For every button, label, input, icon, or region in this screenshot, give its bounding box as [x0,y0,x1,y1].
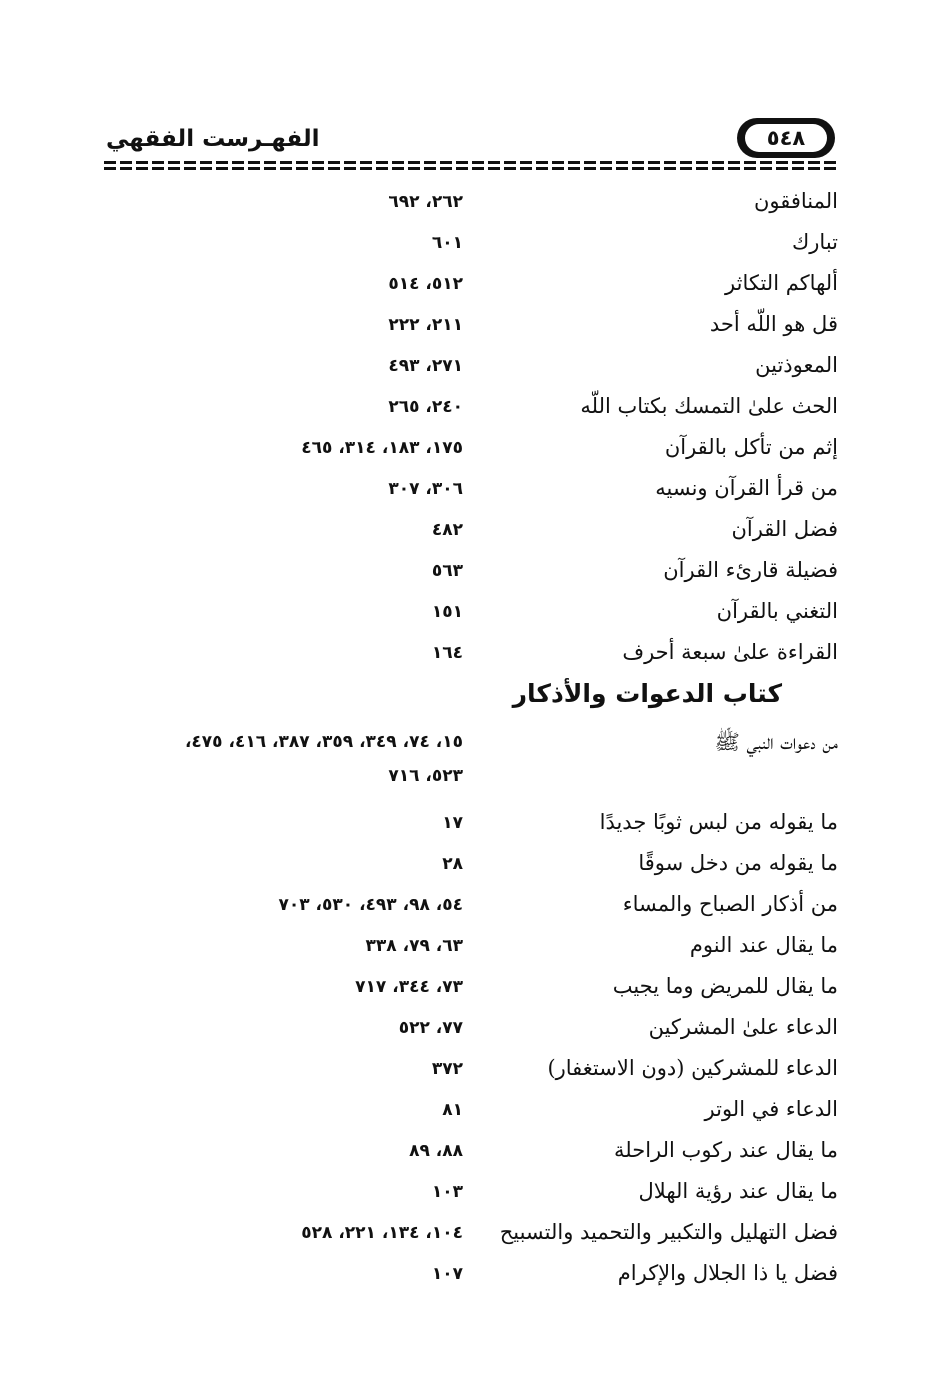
entry-topic: الدعاء للمشركين (دون الاستغفار) [547,1056,838,1080]
entry-pages-continued: ٥٢٣، ٧١٦ [388,766,463,786]
index-entry [100,968,840,1009]
entry-pages: ٦٠١ [431,233,463,253]
section-heading-row [100,675,840,723]
index-entry [100,388,840,429]
entry-pages: ٨١ [442,1100,463,1120]
entry-pages: ٥٦٣ [431,561,463,581]
running-title: الفهـرست الفقهي [106,126,320,152]
header-divider [104,161,840,171]
entry-topic: ما يقال عند رؤية الهلال [638,1179,838,1203]
entry-pages: ٤٨٢ [431,520,463,540]
entry-topic: الحث علىٰ التمسك بكتاب اللّه [580,394,838,418]
entry-topic: إثم من تأكل بالقرآن [664,435,838,459]
entry-pages: ٦٣، ٧٩، ٣٣٨ [365,936,463,956]
entry-pages: ١٥١ [431,602,463,622]
index-entry [100,511,840,552]
entry-topic: ما يقوله من دخل سوقًا [638,851,838,875]
entry-topic: ما يقال عند النوم [689,933,838,957]
entry-topic: الدعاء في الوتر [704,1097,838,1121]
entry-pages: ٢٨ [442,854,463,874]
entry-pages: ٥١٢، ٥١٤ [388,274,463,294]
entry-topic: الدعاء علىٰ المشركين [648,1015,838,1039]
index-list-adhkar [100,804,840,1296]
entry-topic: من أذكار الصباح والمساء [622,892,838,916]
index-entry [100,634,840,675]
entry-pages: ٥٤، ٩٨، ٤٩٣، ٥٣٠، ٧٠٣ [278,895,463,915]
entry-topic: المعوذتين [755,353,838,377]
index-entry [100,470,840,511]
entry-pages: ٧٧، ٥٢٢ [398,1018,463,1038]
index-entry [100,183,840,224]
index-entry [100,886,840,927]
entry-topic: ما يقال عند ركوب الراحلة [614,1138,838,1162]
entry-pages: ١٥، ٧٤، ٣٤٩، ٣٥٩، ٣٨٧، ٤١٦، ٤٧٥، [184,732,463,752]
index-entry [100,1173,840,1214]
entry-pages: ١٠٤، ١٣٤، ٢٢١، ٥٢٨ [301,1223,463,1243]
index-entry [100,593,840,634]
entry-pages: ١٧٥، ١٨٣، ٣١٤، ٤٦٥ [301,438,463,458]
index-entry [100,1214,840,1255]
entry-topic: فضل يا ذا الجلال والإكرام [617,1261,838,1285]
page-number-badge [737,118,835,158]
index-entry [100,1091,840,1132]
index-entry [100,1132,840,1173]
entry-pages: ٢٦٢، ٦٩٢ [388,192,463,212]
entry-pages: ١٠٧ [431,1264,463,1284]
entry-topic: ألهاكم التكاثر [725,271,838,295]
entry-topic: من دعوات النبي ﷺ [714,730,838,754]
entry-topic: قل هو اللّه أحد [709,312,838,336]
entry-topic: التغني بالقرآن [716,599,838,623]
page-header [100,118,845,162]
entry-pages: ١٦٤ [431,643,463,663]
index-list-quran [100,183,840,675]
page-number: ٥٤٨ [745,124,827,152]
index-entry [100,723,840,764]
entry-topic: القراءة علىٰ سبعة أحرف [622,640,838,664]
index-entry [100,429,840,470]
entry-topic: فضيلة قارئء القرآن [663,558,838,582]
entry-pages: ٣٧٢ [431,1059,463,1079]
entry-pages: ٨٨، ٨٩ [409,1141,463,1161]
entry-pages: ٣٠٦، ٣٠٧ [388,479,463,499]
entry-topic: فضل التهليل والتكبير والتحميد والتسبيح [499,1220,838,1244]
entry-topic: ما يقوله من لبس ثوبًا جديدًا [599,810,838,834]
section-title: كتاب الدعوات والأذكار [512,679,782,708]
entry-topic: فضل القرآن [731,517,838,541]
index-entry [100,804,840,845]
index-content [100,183,840,1296]
entry-pages: ٢١١، ٢٢٢ [388,315,463,335]
index-entry [100,306,840,347]
index-entry [100,927,840,968]
entry-pages: ١٧ [442,813,463,833]
entry-topic: ما يقال للمريض وما يجيب [612,974,838,998]
entry-pages: ١٠٣ [431,1182,463,1202]
index-entry [100,1009,840,1050]
entry-pages: ٢٤٠، ٢٦٥ [388,397,463,417]
index-entry [100,224,840,265]
entry-topic: المنافقون [753,189,838,213]
entry-pages: ٧٣، ٣٤٤، ٧١٧ [355,977,463,997]
index-entry [100,845,840,886]
entry-topic: تبارك [791,230,838,254]
entry-topic: من قرأ القرآن ونسيه [655,476,838,500]
index-entry-continuation [100,764,840,804]
index-entry [100,265,840,306]
index-entry [100,1050,840,1091]
index-entry [100,1255,840,1296]
index-entry [100,347,840,388]
index-entry [100,552,840,593]
entry-pages: ٢٧١، ٤٩٣ [388,356,463,376]
